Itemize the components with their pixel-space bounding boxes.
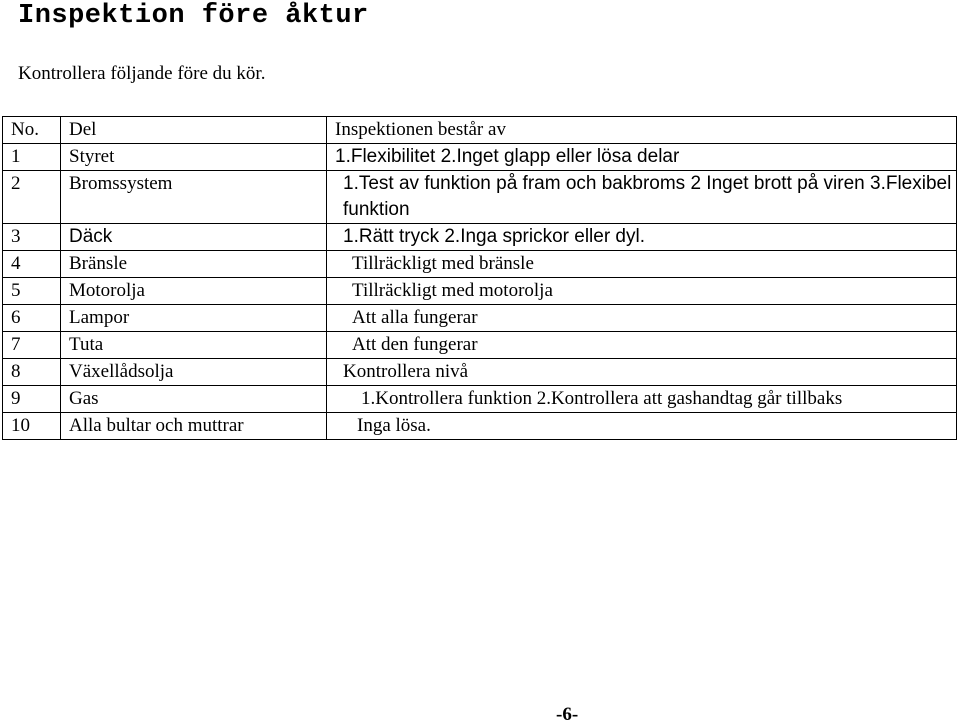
table-row	[3, 251, 957, 278]
table-row	[3, 413, 957, 440]
table-row	[3, 278, 957, 305]
row-part: Styret	[61, 144, 327, 171]
row-no: 7	[3, 332, 61, 359]
row-no: 9	[3, 386, 61, 413]
row-check: 1.Rätt tryck 2.Inga sprickor eller dyl.	[327, 224, 957, 251]
table-row	[3, 305, 957, 332]
header-check: Inspektionen består av	[327, 117, 957, 144]
table-row	[3, 171, 957, 224]
row-part: Lampor	[61, 305, 327, 332]
page-title: Inspektion före åktur	[18, 1, 369, 31]
row-check: 1.Flexibilitet 2.Inget glapp eller lösa delar	[327, 144, 957, 171]
table-row	[3, 144, 957, 171]
row-no: 6	[3, 305, 61, 332]
row-check: Att den fungerar	[327, 332, 957, 359]
row-part: Tuta	[61, 332, 327, 359]
row-no: 1	[3, 144, 61, 171]
row-check: 1.Test av funktion på fram och bakbroms 2 Inget brott på viren 3.Flexibel funktion	[327, 171, 957, 224]
row-check-text: 1.Kontrollera funktion 2.Kontrollera att gashandtag går tillbaks	[361, 388, 843, 409]
inspection-table	[2, 116, 957, 440]
row-part: Bromssystem	[61, 171, 327, 224]
table-row	[3, 386, 957, 413]
row-check: Inga lösa.	[327, 413, 957, 440]
row-check: Att alla fungerar	[327, 305, 957, 332]
row-check	[327, 386, 957, 413]
table-header-row	[3, 117, 957, 144]
row-no: 2	[3, 171, 61, 224]
table-row	[3, 224, 957, 251]
table-row	[3, 359, 957, 386]
row-no: 4	[3, 251, 61, 278]
row-check: Tillräckligt med motorolja	[327, 278, 957, 305]
page-number: -6-	[556, 704, 579, 725]
row-no: 5	[3, 278, 61, 305]
row-part: Växellådsolja	[61, 359, 327, 386]
row-no: 10	[3, 413, 61, 440]
row-part: Motorolja	[61, 278, 327, 305]
row-part: Gas	[61, 386, 327, 413]
table-row	[3, 332, 957, 359]
row-part: Alla bultar och muttrar	[61, 413, 327, 440]
intro-text: Kontrollera följande före du kör.	[18, 63, 266, 84]
row-part: Bränsle	[61, 251, 327, 278]
row-check: Kontrollera nivå	[327, 359, 957, 386]
row-check: Tillräckligt med bränsle	[327, 251, 957, 278]
row-part: Däck	[61, 224, 327, 251]
row-no: 3	[3, 224, 61, 251]
header-part: Del	[61, 117, 327, 144]
header-no: No.	[3, 117, 61, 144]
row-no: 8	[3, 359, 61, 386]
